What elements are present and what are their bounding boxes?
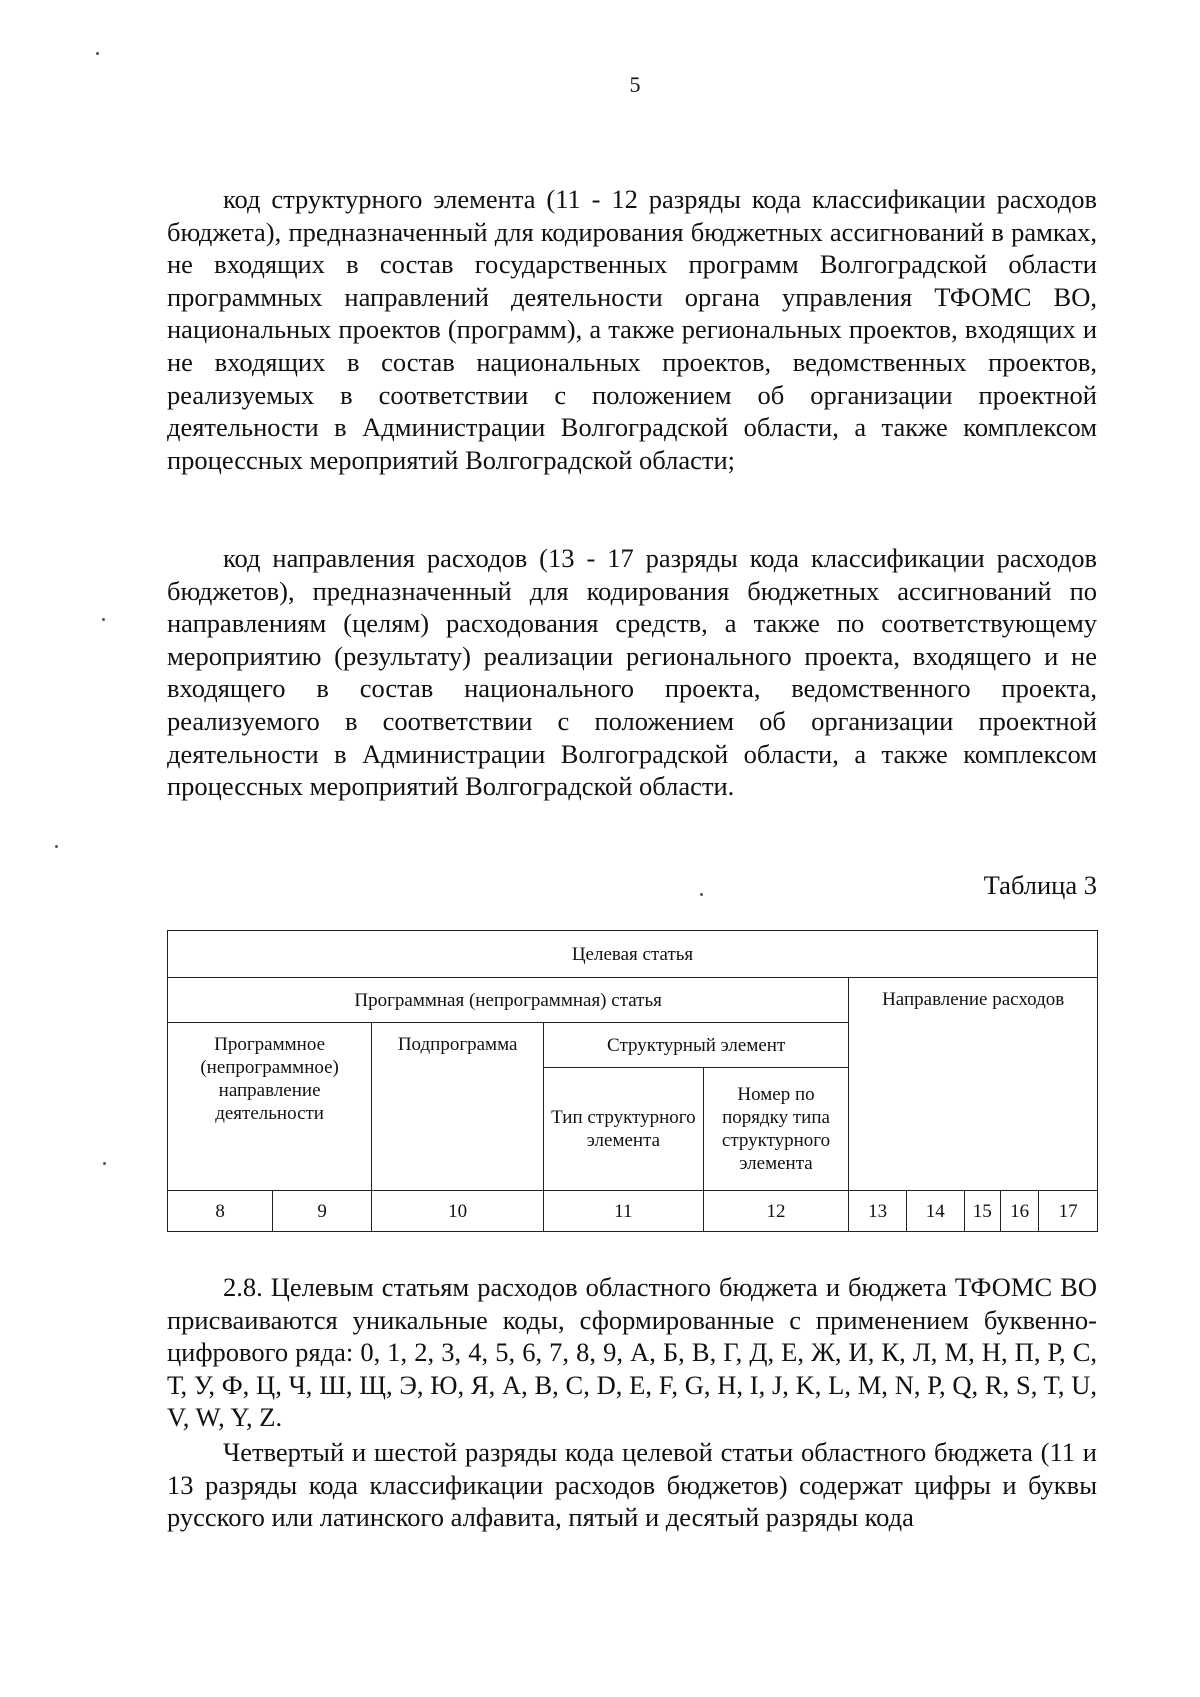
scan-dot — [102, 618, 105, 621]
digit-cell: 8 — [168, 1191, 273, 1232]
digit-cell: 10 — [372, 1191, 544, 1232]
header-target-article: Целевая статья — [168, 931, 1098, 978]
header-structural-element-type: Тип структурного элемента — [544, 1068, 704, 1191]
paragraph-structural-element-code: код структурного элемента (11 - 12 разряды кода классификации расходов бюджета), предназначенный для кодирования бюджетных ассигнований в рамках, не входящих в состав государственных программ Волгоградской области программных направлений деятельности органа управления ТФОМС ВО, национальных проектов (программ), а также региональных проектов, входящих и не входящих в состав национальных проектов, ведомственных проектов, реализуемых в соответствии с положением об организации проектной деятельности в Администрации Волгоградской области, а также комплексом процессных мероприятий Волгоградской области; — [167, 184, 1097, 475]
digit-cell: 9 — [273, 1191, 372, 1232]
page-number: 5 — [629, 72, 641, 97]
table-header-row-1 — [168, 931, 1098, 978]
target-article-table — [167, 930, 1098, 1232]
scan-dot — [55, 845, 58, 848]
header-subprogram: Подпрограмма — [372, 1023, 544, 1191]
digit-cell: 11 — [544, 1191, 704, 1232]
table-caption: Таблица 3 — [983, 870, 1097, 900]
scan-dot — [103, 1162, 106, 1165]
header-structural-element-number: Номер по порядку типа структурного элемента — [703, 1068, 849, 1191]
header-expense-direction: Направление расходов — [849, 978, 1098, 1191]
digit-cell: 12 — [703, 1191, 849, 1232]
scan-dot — [700, 893, 703, 896]
digit-cell: 15 — [964, 1191, 1000, 1232]
paragraph-unique-codes: 2.8. Целевым статьям расходов областного бюджета и бюджета ТФОМС ВО присваиваются уникальные коды, сформированные с применением буквенно-цифрового ряда: 0, 1, 2, 3, 4, 5, 6, 7, 8, 9, А, Б, В, Г, Д, Е, Ж, И, К, Л, М, Н, П, Р, С, Т, У, Ф, Ц, Ч, Ш, Щ, Э, Ю, Я, A, B, C, D, E, F, G, H, I, J, K, L, M, N, P, Q, R, S, T, U, V, W, Y, Z. — [167, 1272, 1097, 1433]
table-digits-row — [168, 1191, 1098, 1232]
table-header-row-2 — [168, 978, 1098, 1023]
header-program-article: Программная (непрограммная) статья — [168, 978, 849, 1023]
paragraph-digit-positions: Четвертый и шестой разряды кода целевой статьи областного бюджета (11 и 13 разряды кода классификации расходов бюджетов) содержат цифры и буквы русского или латинского алфавита, пятый и десятый разряды кода — [167, 1437, 1097, 1533]
digit-cell: 13 — [849, 1191, 907, 1232]
header-structural-element: Структурный элемент — [544, 1023, 849, 1068]
digit-cell: 17 — [1039, 1191, 1098, 1232]
scan-dot — [96, 52, 99, 55]
header-program-direction: Программное (непрограммное) направление деятельности — [168, 1023, 372, 1191]
digit-cell: 14 — [906, 1191, 964, 1232]
digit-cell: 16 — [1000, 1191, 1038, 1232]
paragraph-expense-direction-code: код направления расходов (13 - 17 разряды кода классификации расходов бюджетов), предназначенный для кодирования бюджетных ассигнований по направлениям (целям) расходования средств, а также по соответствующему мероприятию (результату) реализации регионального проекта, входящего и не входящего в состав национального проекта, ведомственного проекта, реализуемого в соответствии с положением об организации проектной деятельности в Администрации Волгоградской области, а также комплексом процессных мероприятий Волгоградской области. — [167, 543, 1097, 802]
